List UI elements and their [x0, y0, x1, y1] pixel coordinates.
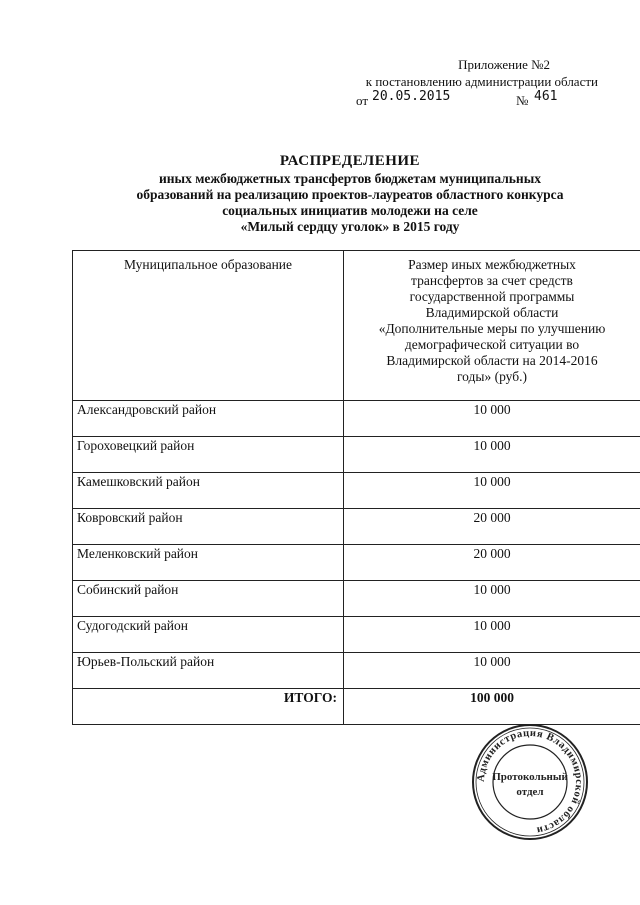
- title-line-2: образований на реализацию проектов-лауреатов областного конкурса: [136, 187, 564, 202]
- header-amount-line: государственной программы: [409, 289, 575, 304]
- transfer-amount: 10 000: [344, 401, 640, 437]
- transfer-amount: 10 000: [344, 581, 640, 617]
- municipality-name: Гороховецкий район: [73, 437, 344, 473]
- title-heading: РАСПРЕДЕЛЕНИЕ: [279, 153, 421, 169]
- table-row: [73, 617, 640, 653]
- table-row: [73, 401, 640, 437]
- table-row: [73, 473, 640, 509]
- appendix-title: Приложение №2: [458, 57, 550, 72]
- municipality-name: Ковровский район: [73, 509, 344, 545]
- table-header-row: [73, 251, 640, 401]
- municipality-name: Собинский район: [73, 581, 344, 617]
- appendix-reference: к постановлению администрации области: [365, 74, 598, 89]
- header-municipality: Муниципальное образование: [73, 251, 344, 401]
- number-label: №: [516, 93, 529, 108]
- municipality-name: Судогодский район: [73, 617, 344, 653]
- document-title: [60, 152, 640, 235]
- header-amount-line: Владимирской области: [425, 305, 559, 320]
- stamp-center-line-2: отдел: [516, 786, 544, 798]
- header-amount-line: демографической ситуации во: [404, 337, 580, 352]
- date-prefix: от: [356, 93, 369, 108]
- distribution-table: [72, 250, 640, 725]
- transfer-amount: 10 000: [344, 473, 640, 509]
- total-amount: 100 000: [344, 689, 640, 725]
- transfer-amount: 10 000: [344, 437, 640, 473]
- header-amount-line: годы» (руб.): [456, 369, 527, 384]
- appendix-date-line: [338, 90, 598, 110]
- appendix-header: [338, 56, 598, 110]
- total-label: ИТОГО:: [73, 689, 344, 725]
- total-row: [73, 689, 640, 725]
- header-amount: [344, 251, 640, 401]
- table-row: [73, 653, 640, 689]
- transfer-amount: 20 000: [344, 545, 640, 581]
- title-line-1: иных межбюджетных трансфертов бюджетам муниципальных: [159, 171, 541, 186]
- stamp-ring-text: Администрация Владимирской области: [475, 727, 585, 836]
- header-amount-line: Размер иных межбюджетных: [408, 257, 576, 272]
- title-line-4: «Милый сердцу уголок» в 2015 году: [240, 219, 460, 234]
- transfer-amount: 10 000: [344, 653, 640, 689]
- resolution-date: 20.05.2015: [372, 89, 451, 104]
- official-stamp: [470, 722, 590, 842]
- header-amount-line: Владимирской области на 2014-2016: [386, 353, 598, 368]
- stamp-center-line-1: Протокольный: [492, 771, 568, 783]
- municipality-name: Камешковский район: [73, 473, 344, 509]
- municipality-name: Юрьев-Польский район: [73, 653, 344, 689]
- header-amount-line: «Дополнительные меры по улучшению: [378, 321, 606, 336]
- table-row: [73, 545, 640, 581]
- transfer-amount: 20 000: [344, 509, 640, 545]
- municipality-name: Александровский район: [73, 401, 344, 437]
- table-row: [73, 509, 640, 545]
- table-row: [73, 581, 640, 617]
- header-amount-line: трансфертов за счет средств: [411, 273, 573, 288]
- title-line-3: социальных инициатив молодежи на селе: [222, 203, 478, 218]
- transfer-amount: 10 000: [344, 617, 640, 653]
- resolution-number: 461: [534, 89, 558, 104]
- municipality-name: Меленковский район: [73, 545, 344, 581]
- table-row: [73, 437, 640, 473]
